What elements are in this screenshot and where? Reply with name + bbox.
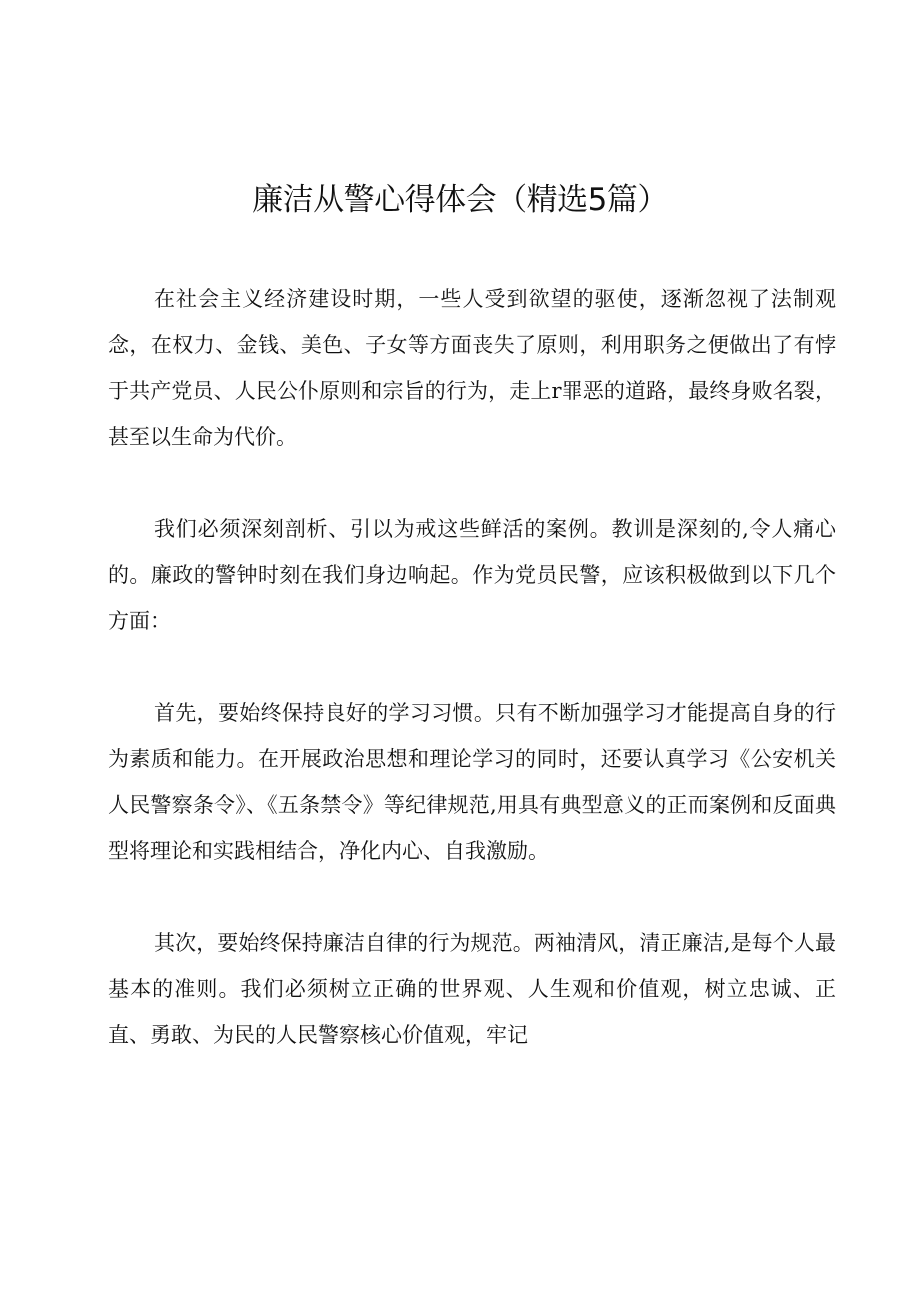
paragraph-4: 其次，要始终保持廉洁自律的行为规范。两袖清风，清正廉洁,是每个人最基本的准则。我们必须树立正确的世界观、人生观和价值观，树立忠诚、正直、勇敢、为民的人民警察核心价值观，牢记 xyxy=(108,931,836,1047)
paragraph-2: 我们必须深刻剖析、引以为戒这些鲜活的案例。教训是深刻的,令人痛心的。廉政的警钟时刻在我们身边响起。作为党员民警，应该积极做到以下几个方面： xyxy=(108,517,836,633)
document-title: 廉洁从警心得体会（精选5篇） xyxy=(252,182,668,218)
document-body xyxy=(108,276,836,1104)
paragraph-3: 首先，要始终保持良好的学习习惯。只有不断加强学习才能提高自身的行为素质和能力。在开展政治思想和理论学习的同时，还要认真学习《公安机关人民警察条令》、《五条禁令》等纪律规范,用具有典型意义的正而案例和反面典型将理论和实践相结合，净化内心、自我激励。 xyxy=(108,701,836,863)
paragraph-1: 在社会主义经济建设时期，一些人受到欲望的驱使，逐渐忽视了法制观念，在权力、金钱、美色、子女等方面丧失了原则，利用职务之便做出了有悖于共产党员、人民公仆原则和宗旨的行为，走上r罪恶的道路，最终身败名裂，甚至以生命为代价。 xyxy=(108,287,836,449)
